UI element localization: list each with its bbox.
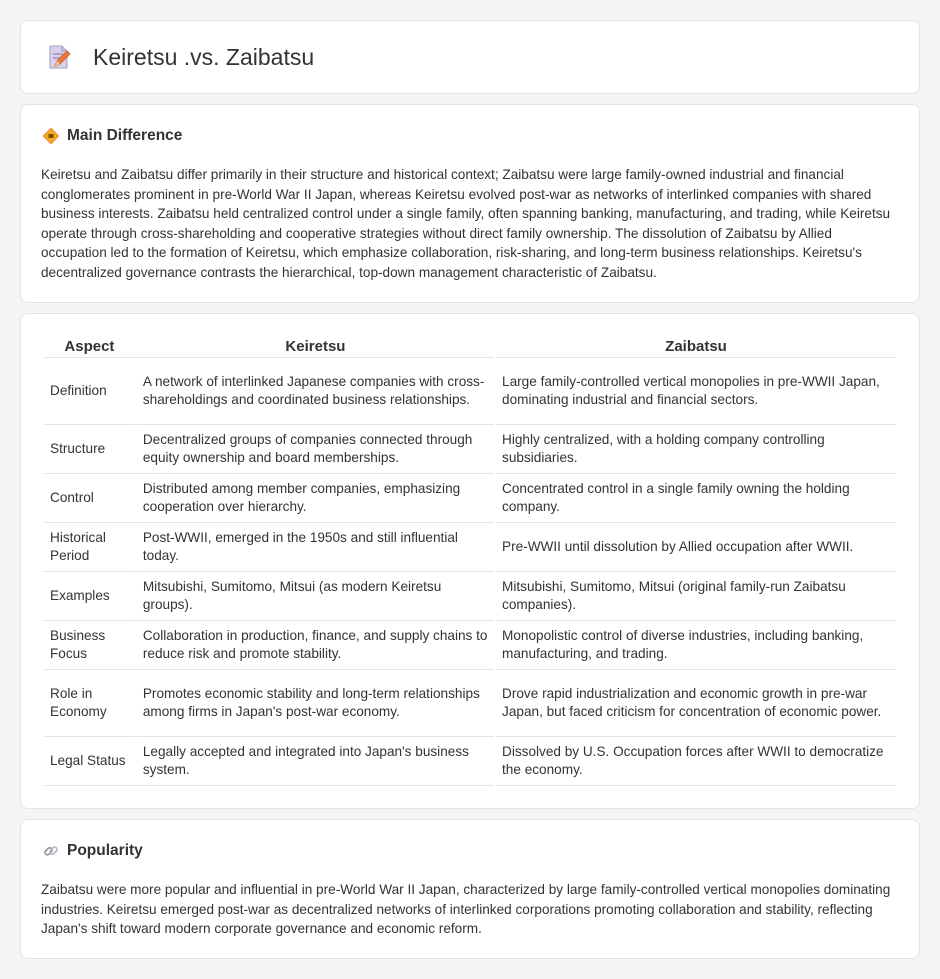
header-keiretsu: Keiretsu: [137, 336, 494, 358]
title-row: [45, 43, 314, 71]
aspect-cell: Structure: [44, 425, 135, 474]
zaibatsu-cell: Concentrated control in a single family owning the holding company.: [496, 474, 896, 523]
keiretsu-cell: A network of interlinked Japanese companies with cross-shareholdings and coordinated business relationships.: [137, 358, 494, 425]
keiretsu-cell: Legally accepted and integrated into Japan's business system.: [137, 737, 494, 786]
aspect-cell: Business Focus: [44, 621, 135, 670]
popularity-header: [43, 842, 143, 860]
zaibatsu-cell: Highly centralized, with a holding company controlling subsidiaries.: [496, 425, 896, 474]
keiretsu-cell: Promotes economic stability and long-term relationships among firms in Japan's post-war economy.: [137, 670, 494, 737]
comparison-table: [42, 336, 898, 786]
diamond-icon: [43, 128, 59, 144]
table-row: [44, 425, 896, 474]
main-difference-title: Main Difference: [67, 127, 183, 144]
aspect-cell: Examples: [44, 572, 135, 621]
aspect-cell: Role in Economy: [44, 670, 135, 737]
aspect-cell: Definition: [44, 358, 135, 425]
popularity-card: [20, 819, 920, 959]
table-row: [44, 621, 896, 670]
header-aspect: Aspect: [44, 336, 135, 358]
popularity-text: Zaibatsu were more popular and influential in pre-World War II Japan, characterized by large family-controlled vertical monopolies dominating industries. Keiretsu emerged post-war as decentralized networks of interlinked corporations promoting collaboration and stability, reflecting Japan's shift toward modern corporate governance and economic reform.: [41, 882, 891, 936]
keiretsu-cell: Post-WWII, emerged in the 1950s and still influential today.: [137, 523, 494, 572]
link-icon: [43, 843, 59, 859]
zaibatsu-cell: Pre-WWII until dissolution by Allied occupation after WWII.: [496, 523, 896, 572]
main-difference-card: [20, 104, 920, 303]
keiretsu-cell: Mitsubishi, Sumitomo, Mitsui (as modern Keiretsu groups).: [137, 572, 494, 621]
keiretsu-cell: Decentralized groups of companies connected through equity ownership and board memberships.: [137, 425, 494, 474]
table-row: [44, 572, 896, 621]
zaibatsu-cell: Large family-controlled vertical monopolies in pre-WWII Japan, dominating industrial and financial sectors.: [496, 358, 896, 425]
keiretsu-cell: Distributed among member companies, emphasizing cooperation over hierarchy.: [137, 474, 494, 523]
zaibatsu-cell: Mitsubishi, Sumitomo, Mitsui (original family-run Zaibatsu companies).: [496, 572, 896, 621]
table-row: [44, 523, 896, 572]
comparison-card: [20, 313, 920, 809]
zaibatsu-cell: Monopolistic control of diverse industries, including banking, manufacturing, and trading.: [496, 621, 896, 670]
table-header-row: [44, 336, 896, 358]
aspect-cell: Historical Period: [44, 523, 135, 572]
table-row: [44, 474, 896, 523]
table-row: [44, 670, 896, 737]
table-row: [44, 358, 896, 425]
main-difference-header: [43, 127, 182, 145]
aspect-cell: Control: [44, 474, 135, 523]
main-difference-text: Keiretsu and Zaibatsu differ primarily in their structure and historical context; Zaibatsu were large family-owned industrial and financial conglomerates prominent in pre-World War II Japan, whereas Keiretsu evolved post-war as networks of interlinked companies with shared business interests. Zaibatsu held centralized control under a single family, often spanning banking, manufacturing, and trading, while Keiretsu operate through cross-shareholding and cooperative strategies without direct family ownership. The dissolution of Zaibatsu by Allied occupation led to the formation of Keiretsu, which emphasize collaboration, risk-sharing, and long-term business relationships. Keiretsu's decentralized governance contrasts the hierarchical, top-down management characteristic of Zaibatsu.: [41, 167, 891, 280]
zaibatsu-cell: Drove rapid industrialization and economic growth in pre-war Japan, but faced criticism for concentration of economic power.: [496, 670, 896, 737]
header-card: [20, 20, 920, 94]
popularity-title: Popularity: [67, 842, 143, 859]
aspect-cell: Legal Status: [44, 737, 135, 786]
keiretsu-cell: Collaboration in production, finance, and supply chains to reduce risk and promote stability.: [137, 621, 494, 670]
page-title: Keiretsu .vs. Zaibatsu: [93, 43, 315, 70]
document-pencil-icon: [45, 43, 73, 71]
header-zaibatsu: Zaibatsu: [496, 336, 896, 358]
zaibatsu-cell: Dissolved by U.S. Occupation forces after WWII to democratize the economy.: [496, 737, 896, 786]
table-row: [44, 737, 896, 786]
